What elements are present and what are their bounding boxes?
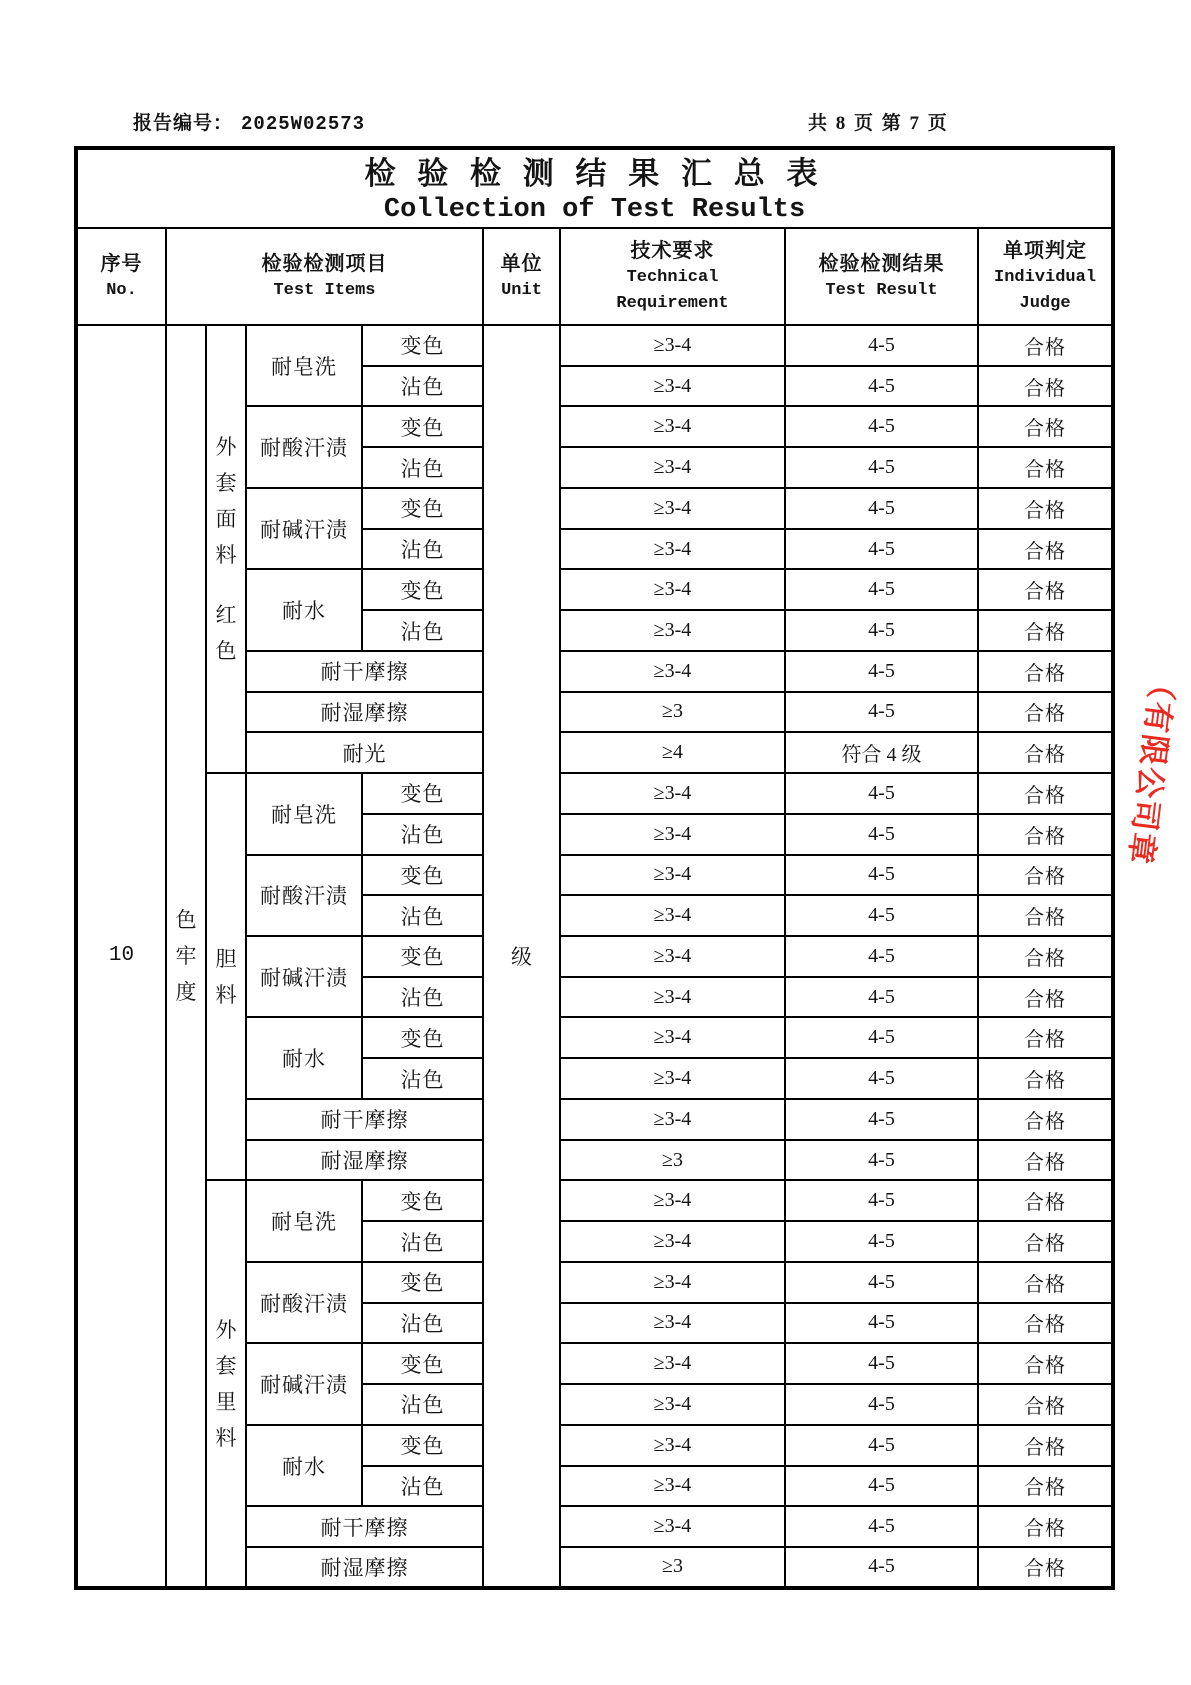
page-count: 共 8 页 第 7 页 [808, 113, 949, 134]
cell-sub-item: 沾色 [362, 895, 483, 936]
cell-result: 4-5 [785, 1180, 978, 1221]
cell-test-name: 耐湿摩擦 [246, 1140, 483, 1181]
cell-result: 4-5 [785, 406, 978, 447]
col-header-judge-en2: Judge [1019, 293, 1071, 313]
cell-requirement: ≥3-4 [560, 1506, 785, 1547]
cell-result: 4-5 [785, 1547, 978, 1588]
cell-test-name: 耐干摩擦 [246, 1506, 483, 1547]
cell-group-label-0 [206, 325, 246, 773]
cell-category [166, 325, 206, 1588]
cell-judge: 合格 [978, 488, 1113, 529]
col-header-judge [978, 228, 1113, 325]
cell-sub-item: 沾色 [362, 529, 483, 570]
col-header-items-en: Test Items [273, 280, 376, 300]
cell-result: 4-5 [785, 977, 978, 1018]
col-header-unit [483, 228, 560, 325]
cell-requirement: ≥3-4 [560, 488, 785, 529]
page-header [0, 102, 1191, 134]
cell-requirement: ≥3-4 [560, 1017, 785, 1058]
cell-requirement: ≥4 [560, 732, 785, 773]
cell-requirement: ≥3-4 [560, 1180, 785, 1221]
cell-requirement: ≥3-4 [560, 1303, 785, 1344]
cell-sub-item: 变色 [362, 406, 483, 447]
cell-result: 4-5 [785, 814, 978, 855]
cell-sub-item: 变色 [362, 773, 483, 814]
col-header-judge-zh: 单项判定 [1003, 239, 1088, 262]
cell-sub-item: 沾色 [362, 447, 483, 488]
col-header-result-en: Test Result [825, 280, 938, 300]
cell-result: 4-5 [785, 1384, 978, 1425]
cell-result: 4-5 [785, 1466, 978, 1507]
cell-requirement: ≥3-4 [560, 814, 785, 855]
cell-judge: 合格 [978, 529, 1113, 570]
cell-result: 4-5 [785, 773, 978, 814]
cell-serial-no: 10 [76, 325, 166, 1588]
cell-requirement: ≥3-4 [560, 1262, 785, 1303]
col-header-judge-en1: Individual [994, 267, 1097, 287]
cell-requirement: ≥3-4 [560, 1425, 785, 1466]
cell-sub-item: 变色 [362, 1180, 483, 1221]
cell-result: 4-5 [785, 488, 978, 529]
cell-test-name: 耐湿摩擦 [246, 692, 483, 733]
cell-test-name: 耐皂洗 [246, 773, 362, 854]
cell-judge: 合格 [978, 1343, 1113, 1384]
cell-judge: 合格 [978, 895, 1113, 936]
cell-result: 4-5 [785, 936, 978, 977]
cell-requirement: ≥3-4 [560, 855, 785, 896]
cell-judge: 合格 [978, 855, 1113, 896]
cell-result: 4-5 [785, 692, 978, 733]
cell-judge: 合格 [978, 1058, 1113, 1099]
results-table-body [76, 325, 1113, 1588]
col-header-items-zh: 检验检测项目 [261, 252, 388, 275]
cell-result: 4-5 [785, 447, 978, 488]
col-header-unit-zh: 单位 [500, 252, 543, 275]
cell-requirement: ≥3-4 [560, 977, 785, 1018]
cell-requirement: ≥3-4 [560, 366, 785, 407]
cell-sub-item: 变色 [362, 1017, 483, 1058]
cell-test-name: 耐碱汗渍 [246, 936, 362, 1017]
cell-group-label-2 [206, 1180, 246, 1587]
col-header-requirement [560, 228, 785, 325]
cell-test-name: 耐干摩擦 [246, 1099, 483, 1140]
cell-result: 4-5 [785, 1506, 978, 1547]
cell-result: 符合 4 级 [785, 732, 978, 773]
cell-judge: 合格 [978, 1425, 1113, 1466]
col-header-no [76, 228, 166, 325]
cell-requirement: ≥3-4 [560, 406, 785, 447]
cell-test-name: 耐湿摩擦 [246, 1547, 483, 1588]
cell-sub-item: 变色 [362, 488, 483, 529]
cell-test-name: 耐皂洗 [246, 325, 362, 406]
col-header-result-zh: 检验检测结果 [818, 252, 945, 275]
cell-judge: 合格 [978, 366, 1113, 407]
report-number-value: 2025W02573 [241, 113, 366, 135]
cell-judge: 合格 [978, 1180, 1113, 1221]
cell-requirement: ≥3-4 [560, 651, 785, 692]
cell-judge: 合格 [978, 936, 1113, 977]
cell-sub-item: 变色 [362, 1425, 483, 1466]
cell-judge: 合格 [978, 1099, 1113, 1140]
cell-result: 4-5 [785, 569, 978, 610]
cell-requirement: ≥3-4 [560, 773, 785, 814]
cell-sub-item: 沾色 [362, 814, 483, 855]
column-header-row [76, 228, 1113, 325]
cell-requirement: ≥3-4 [560, 529, 785, 570]
cell-judge: 合格 [978, 1547, 1113, 1588]
cell-sub-item: 沾色 [362, 366, 483, 407]
cell-sub-item: 沾色 [362, 1221, 483, 1262]
cell-requirement: ≥3-4 [560, 1099, 785, 1140]
cell-sub-item: 变色 [362, 569, 483, 610]
col-header-requirement-zh: 技术要求 [630, 239, 715, 262]
cell-result: 4-5 [785, 1017, 978, 1058]
cell-sub-item: 变色 [362, 325, 483, 366]
table-row [76, 1180, 1113, 1221]
cell-requirement: ≥3-4 [560, 610, 785, 651]
cell-judge: 合格 [978, 447, 1113, 488]
cell-result: 4-5 [785, 1425, 978, 1466]
cell-judge: 合格 [978, 773, 1113, 814]
col-header-no-en: No. [106, 280, 137, 300]
cell-sub-item: 变色 [362, 855, 483, 896]
cell-requirement: ≥3 [560, 1140, 785, 1181]
cell-requirement: ≥3-4 [560, 569, 785, 610]
cell-requirement: ≥3-4 [560, 895, 785, 936]
cell-test-name: 耐碱汗渍 [246, 1343, 362, 1424]
cell-sub-item: 沾色 [362, 977, 483, 1018]
cell-judge: 合格 [978, 651, 1113, 692]
cell-result: 4-5 [785, 1343, 978, 1384]
results-table [74, 146, 1115, 1590]
cell-result: 4-5 [785, 1221, 978, 1262]
table-title-zh: 检 验 检 测 结 果 汇 总 表 [364, 156, 825, 191]
cell-test-name: 耐碱汗渍 [246, 488, 362, 569]
col-header-requirement-en2: Requirement [616, 293, 729, 313]
cell-judge: 合格 [978, 406, 1113, 447]
cell-result: 4-5 [785, 855, 978, 896]
cell-result: 4-5 [785, 1058, 978, 1099]
cell-test-name: 耐酸汗渍 [246, 406, 362, 487]
company-seal-stamp: （有限公司章 [1122, 666, 1182, 868]
cell-judge: 合格 [978, 1384, 1113, 1425]
cell-test-name: 耐光 [246, 732, 483, 773]
cell-judge: 合格 [978, 1262, 1113, 1303]
table-row [76, 325, 1113, 366]
cell-result: 4-5 [785, 895, 978, 936]
table-title-en: Collection of Test Results [383, 195, 806, 225]
cell-requirement: ≥3-4 [560, 1466, 785, 1507]
cell-test-name: 耐水 [246, 1017, 362, 1098]
cell-judge: 合格 [978, 1140, 1113, 1181]
cell-judge: 合格 [978, 732, 1113, 773]
table-row [76, 773, 1113, 814]
cell-requirement: ≥3-4 [560, 447, 785, 488]
cell-judge: 合格 [978, 814, 1113, 855]
cell-requirement: ≥3-4 [560, 936, 785, 977]
cell-sub-item: 沾色 [362, 1058, 483, 1099]
cell-group-label-0-vertical-text: 外 套 面 料 红 色 [215, 435, 237, 664]
cell-sub-item: 沾色 [362, 610, 483, 651]
cell-requirement: ≥3 [560, 692, 785, 733]
cell-result: 4-5 [785, 529, 978, 570]
report-number-line [133, 108, 365, 135]
cell-judge: 合格 [978, 610, 1113, 651]
cell-group-label-2-vertical-text: 外 套 里 料 [215, 1317, 237, 1450]
table-title-cell [76, 148, 1113, 228]
cell-judge: 合格 [978, 692, 1113, 733]
col-header-result [785, 228, 978, 325]
cell-test-name: 耐皂洗 [246, 1180, 362, 1261]
cell-result: 4-5 [785, 1140, 978, 1181]
cell-test-name: 耐酸汗渍 [246, 1262, 362, 1343]
cell-judge: 合格 [978, 1303, 1113, 1344]
cell-sub-item: 变色 [362, 1343, 483, 1384]
cell-requirement: ≥3-4 [560, 325, 785, 366]
cell-requirement: ≥3-4 [560, 1221, 785, 1262]
cell-result: 4-5 [785, 1262, 978, 1303]
cell-sub-item: 沾色 [362, 1303, 483, 1344]
cell-sub-item: 沾色 [362, 1384, 483, 1425]
cell-result: 4-5 [785, 366, 978, 407]
cell-judge: 合格 [978, 1506, 1113, 1547]
cell-requirement: ≥3 [560, 1547, 785, 1588]
cell-test-name: 耐酸汗渍 [246, 855, 362, 936]
cell-judge: 合格 [978, 1466, 1113, 1507]
col-header-requirement-en1: Technical [626, 267, 719, 287]
cell-judge: 合格 [978, 1017, 1113, 1058]
cell-requirement: ≥3-4 [560, 1343, 785, 1384]
cell-result: 4-5 [785, 610, 978, 651]
cell-requirement: ≥3-4 [560, 1058, 785, 1099]
cell-result: 4-5 [785, 325, 978, 366]
col-header-unit-en: Unit [501, 280, 542, 300]
cell-result: 4-5 [785, 1303, 978, 1344]
cell-group-label-1 [206, 773, 246, 1180]
cell-result: 4-5 [785, 1099, 978, 1140]
cell-requirement: ≥3-4 [560, 1384, 785, 1425]
col-header-items [166, 228, 483, 325]
cell-judge: 合格 [978, 1221, 1113, 1262]
cell-result: 4-5 [785, 651, 978, 692]
col-header-no-zh: 序号 [100, 252, 143, 275]
cell-unit: 级 [483, 325, 560, 1588]
cell-sub-item: 变色 [362, 936, 483, 977]
cell-judge: 合格 [978, 977, 1113, 1018]
cell-test-name: 耐水 [246, 1425, 362, 1506]
report-number-label: 报告编号： [133, 113, 234, 134]
cell-test-name: 耐水 [246, 569, 362, 650]
cell-judge: 合格 [978, 325, 1113, 366]
cell-test-name: 耐干摩擦 [246, 651, 483, 692]
cell-group-label-1-vertical-text: 胆 料 [215, 946, 237, 1007]
cell-sub-item: 沾色 [362, 1466, 483, 1507]
cell-judge: 合格 [978, 569, 1113, 610]
title-row [76, 148, 1113, 228]
cell-sub-item: 变色 [362, 1262, 483, 1303]
cell-category-vertical-text: 色 牢 度 [175, 907, 197, 1004]
